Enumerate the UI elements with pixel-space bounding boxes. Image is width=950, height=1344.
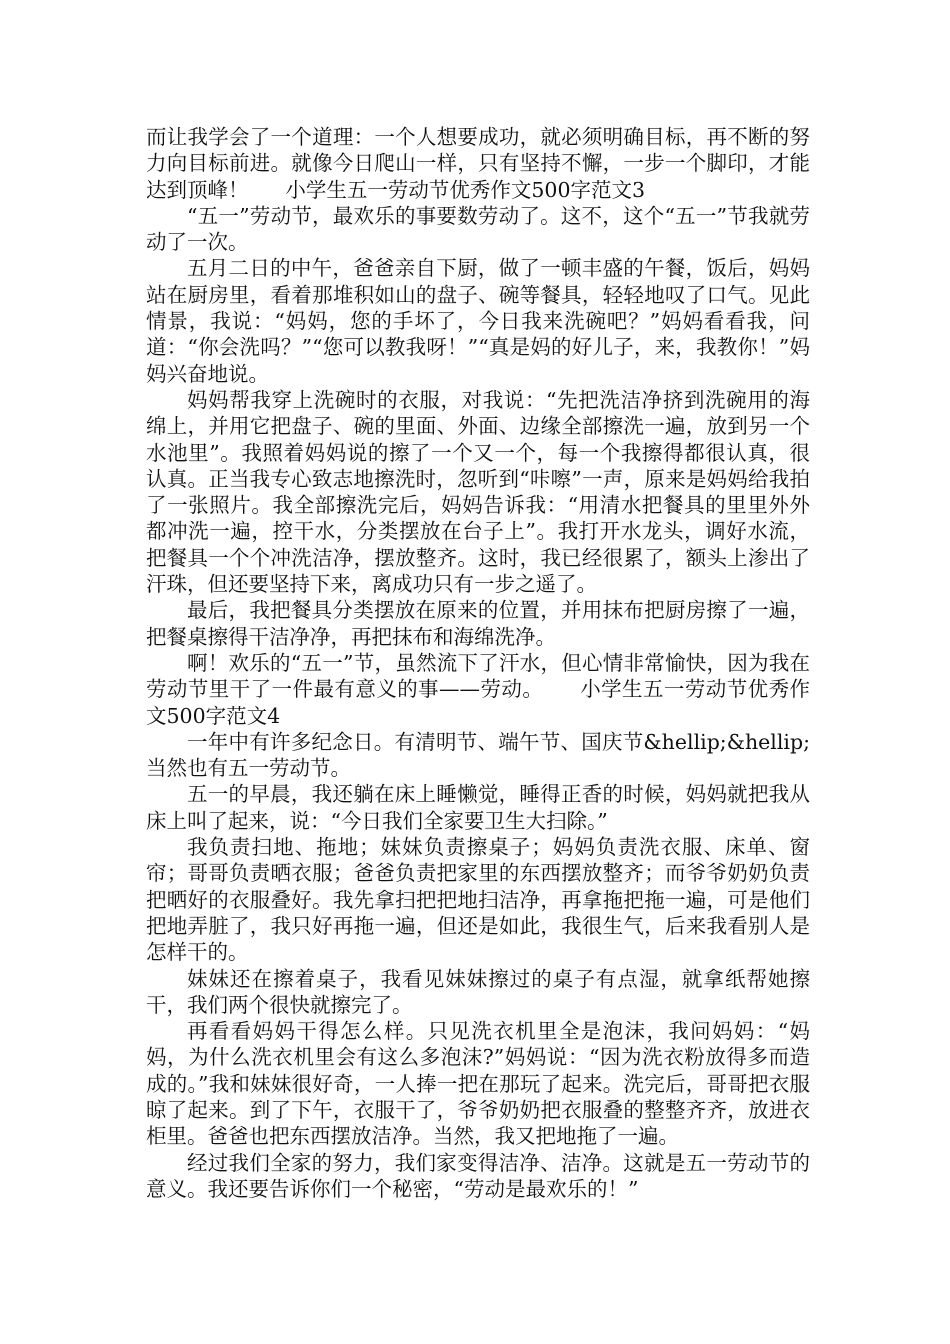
- paragraph-12: 经过我们全家的努力，我们家变得洁净、洁净。这就是五一劳动节的意义。我还要告诉你们一个秘密，“劳动是最欢乐的！”: [146, 1150, 810, 1201]
- paragraph-8: 五一的早晨，我还躺在床上睡懒觉，睡得正香的时候，妈妈就把我从床上叫了起来，说：“今日我们全家要卫生大扫除。”: [146, 782, 810, 833]
- paragraph-10: 妹妹还在擦着桌子，我看见妹妹擦过的桌子有点湿，就拿纸帮她擦干，我们两个很快就擦完了。: [146, 966, 810, 1017]
- essay-heading-4: 小学生五一劳动节优秀作文500字范文4: [146, 677, 811, 728]
- paragraph-11: 再看看妈妈干得怎么样。只见洗衣机里全是泡沫，我问妈妈：“妈妈，为什么洗衣机里会有这么多泡沫?”妈妈说：“因为洗衣粉放得多而造成的。”我和妹妹很好奇，一人捧一把在那玩了起来。洗完后，哥哥把衣服晾了起来。到了下午，衣服干了，爷爷奶奶把衣服叠的整整齐齐，放进衣柜里。爸爸也把东西摆放洁净。当然，我又把地拖了一遍。: [146, 1019, 810, 1149]
- paragraph-3: 五月二日的中午，爸爸亲自下厨，做了一顿丰盛的午餐，饭后，妈妈站在厨房里，看着那堆积如山的盘子、碗等餐具，轻轻地叹了口气。见此情景，我说：“妈妈，您的手坏了，今日我来洗碗吧？”妈妈看看我，问道：“你会洗吗？”“您可以教我呀！”“真是妈的好儿子，来，我教你！”妈妈兴奋地说。: [146, 256, 810, 386]
- paragraph-2: “五一”劳动节，最欢乐的事要数劳动了。这不，这个“五一”节我就劳动了一次。: [146, 203, 810, 255]
- document-body: [146, 124, 810, 1202]
- paragraph-6: [146, 650, 810, 729]
- paragraph-text: 啊！欢乐的“五一”节，虽然流下了汗水，但心情非常愉快，因为我在劳动节里干了一件最有意义的事——劳动。: [146, 650, 810, 702]
- paragraph-9: 我负责扫地、拖地；妹妹负责擦桌子；妈妈负责洗衣服、床单、窗帘；哥哥负责晒衣服；爸爸负责把家里的东西摆放整齐；而爷爷奶奶负责把晒好的衣服叠好。我先拿扫把把地扫洁净，再拿拖把拖一遍，可是他们把地弄脏了，我只好再拖一遍，但还是如此，我很生气，后来我看别人是怎样干的。: [146, 835, 810, 965]
- paragraph-4: 妈妈帮我穿上洗碗时的衣服，对我说：“先把洗洁净挤到洗碗用的海绵上，并用它把盘子、碗的里面、外面、边缘全部擦洗一遍，放到另一个水池里”。我照着妈妈说的擦了一个又一个，每一个我擦得都很认真，很认真。正当我专心致志地擦洗时，忽听到“咔嚓”一声，原来是妈妈给我拍了一张照片。我全部擦洗完后，妈妈告诉我：“用清水把餐具的里里外外都冲洗一遍，控干水，分类摆放在台子上”。我打开水龙头，调好水流，把餐具一个个冲洗洁净，摆放整齐。这时，我已经很累了，额头上渗出了汗珠，但还要坚持下来，离成功只有一步之遥了。: [146, 387, 810, 597]
- paragraph-7: 一年中有许多纪念日。有清明节、端午节、国庆节&hellip;&hellip;当然也有五一劳动节。: [146, 729, 810, 781]
- essay-heading-3: 小学生五一劳动节优秀作文500字范文3: [285, 177, 646, 202]
- paragraph-5: 最后，我把餐具分类摆放在原来的位置，并用抹布把厨房擦了一遍，把餐桌擦得干洁净净，再把抹布和海绵洗净。: [146, 598, 810, 649]
- paragraph-1: [146, 124, 810, 203]
- paragraph-text: 而让我学会了一个道理：一个人想要成功，就必须明确目标，再不断的努力向目标前进。就像今日爬山一样，只有坚持不懈，一步一个脚印，才能达到顶峰！: [146, 125, 810, 202]
